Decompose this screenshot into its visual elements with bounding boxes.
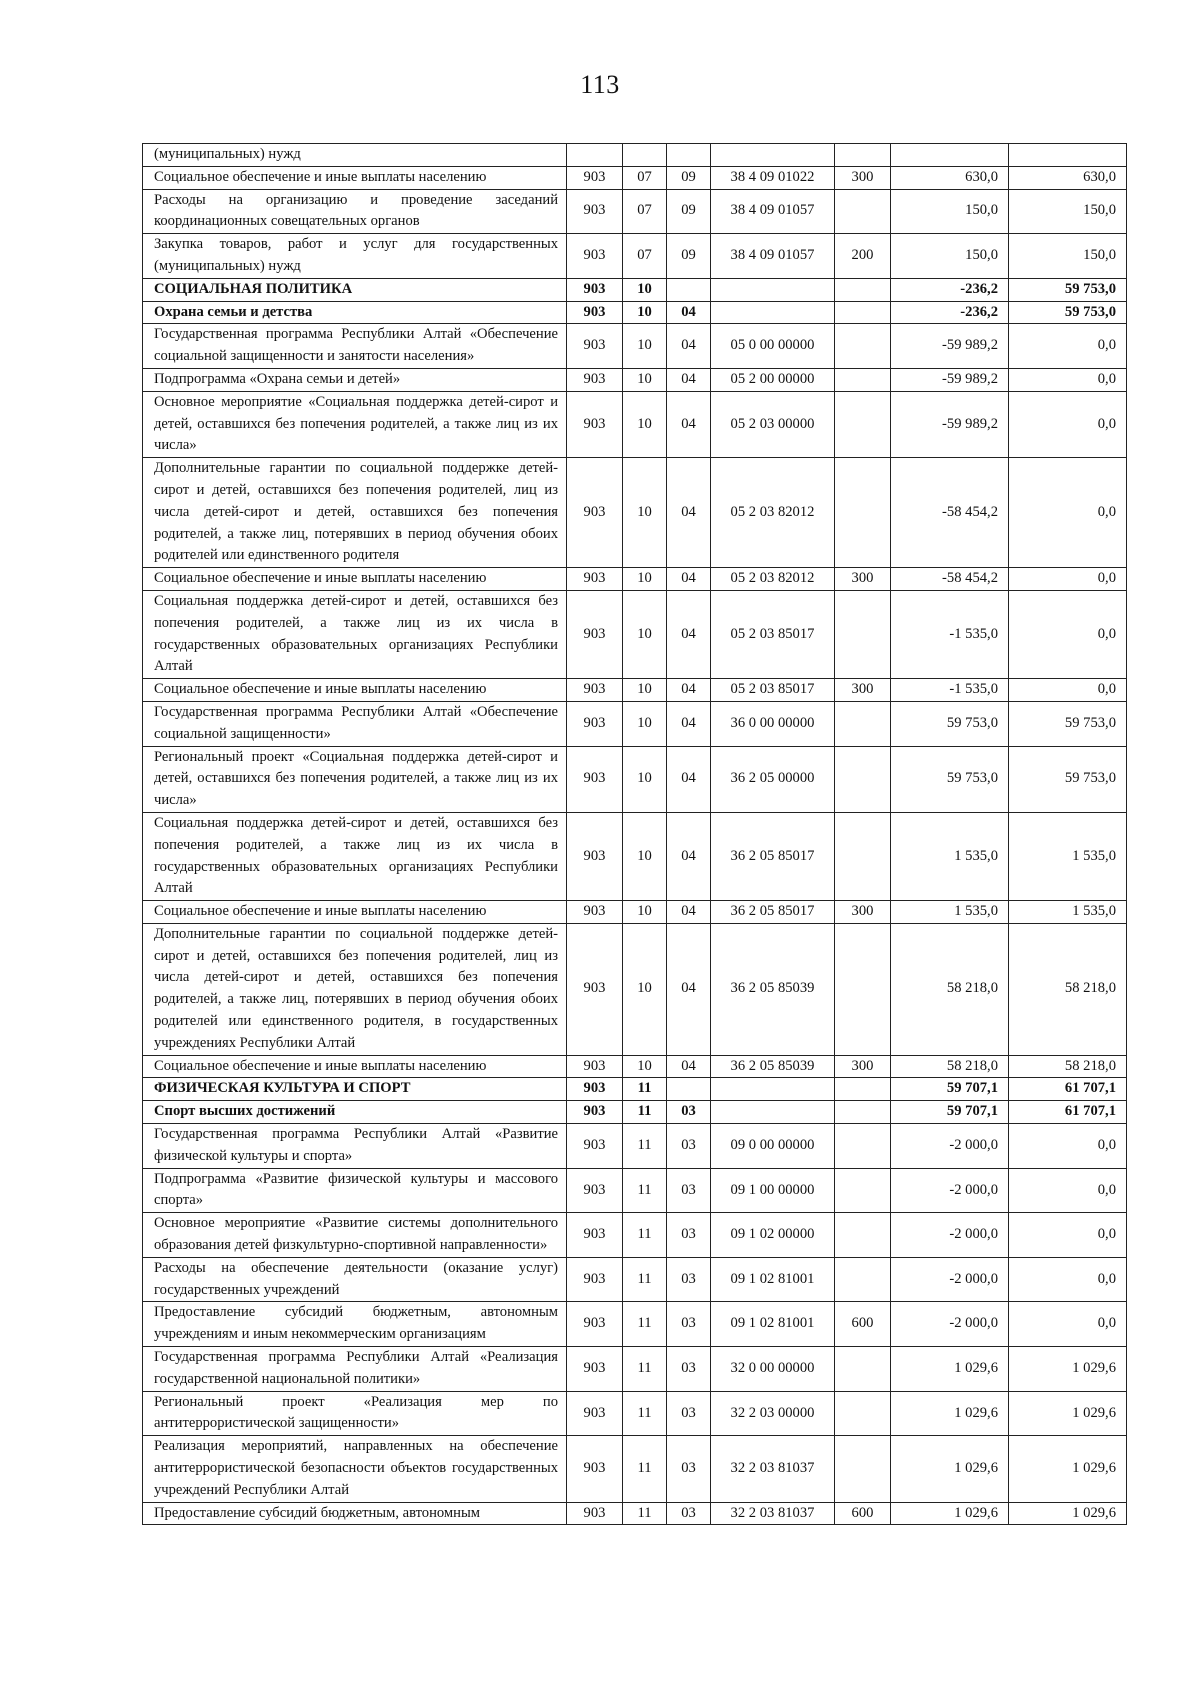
row-name-cell: Закупка товаров, работ и услуг для государственных (муниципальных) нужд: [143, 234, 567, 279]
row-gr-code-cell: 903: [567, 1213, 623, 1258]
row-target-article-cell: 36 2 05 85017: [711, 812, 835, 900]
row-subsection-code-cell: 03: [667, 1213, 711, 1258]
row-gr-code-cell: 903: [567, 301, 623, 324]
row-amount-2-cell: 0,0: [1009, 391, 1127, 457]
row-section-code-cell: 11: [623, 1391, 667, 1436]
row-gr-code-cell: 903: [567, 1101, 623, 1124]
row-target-article-cell: 09 1 02 81001: [711, 1257, 835, 1302]
table-row: [143, 901, 1127, 924]
row-subsection-code-cell: 04: [667, 812, 711, 900]
row-amount-1-cell: -1 535,0: [891, 590, 1009, 678]
row-section-code-cell: 10: [623, 391, 667, 457]
row-amount-1-cell: 58 218,0: [891, 1055, 1009, 1078]
table-row: [143, 746, 1127, 812]
row-name-cell: Государственная программа Республики Алтай «Развитие физической культуры и спорта»: [143, 1124, 567, 1169]
row-amount-2-cell: 630,0: [1009, 166, 1127, 189]
row-name-cell: Социальное обеспечение и иные выплаты населению: [143, 901, 567, 924]
row-amount-1-cell: -2 000,0: [891, 1257, 1009, 1302]
row-amount-1-cell: -2 000,0: [891, 1124, 1009, 1169]
row-subsection-code-cell: 04: [667, 324, 711, 369]
row-target-article-cell: 38 4 09 01057: [711, 234, 835, 279]
row-expense-type-cell: [835, 324, 891, 369]
row-amount-1-cell: -1 535,0: [891, 679, 1009, 702]
table-row: [143, 590, 1127, 678]
row-amount-1-cell: 1 029,6: [891, 1391, 1009, 1436]
row-amount-2-cell: 0,0: [1009, 679, 1127, 702]
row-subsection-code-cell: 04: [667, 679, 711, 702]
row-subsection-code-cell: 03: [667, 1436, 711, 1502]
row-target-article-cell: [711, 1101, 835, 1124]
row-target-article-cell: 36 2 05 85039: [711, 1055, 835, 1078]
row-name-cell: Спорт высших достижений: [143, 1101, 567, 1124]
row-name-cell: ФИЗИЧЕСКАЯ КУЛЬТУРА И СПОРТ: [143, 1078, 567, 1101]
row-subsection-code-cell: 03: [667, 1101, 711, 1124]
row-subsection-code-cell: 03: [667, 1257, 711, 1302]
row-target-article-cell: 38 4 09 01022: [711, 166, 835, 189]
row-section-code-cell: 11: [623, 1257, 667, 1302]
row-section-code-cell: 10: [623, 1055, 667, 1078]
row-amount-2-cell: 1 029,6: [1009, 1347, 1127, 1392]
table-row: [143, 324, 1127, 369]
row-subsection-code-cell: 03: [667, 1347, 711, 1392]
row-amount-1-cell: -59 989,2: [891, 368, 1009, 391]
row-name-cell: Социальная поддержка детей-сирот и детей, оставшихся без попечения родителей, а также лиц из их числа в государственных образовательных организациях Республики Алтай: [143, 590, 567, 678]
row-expense-type-cell: [835, 368, 891, 391]
row-target-article-cell: 05 2 00 00000: [711, 368, 835, 391]
row-amount-1-cell: -59 989,2: [891, 391, 1009, 457]
table-row: [143, 278, 1127, 301]
row-expense-type-cell: 300: [835, 1055, 891, 1078]
table-row: [143, 391, 1127, 457]
row-expense-type-cell: 600: [835, 1502, 891, 1525]
row-name-cell: Социальное обеспечение и иные выплаты населению: [143, 1055, 567, 1078]
row-target-article-cell: 36 2 05 85039: [711, 923, 835, 1055]
row-subsection-code-cell: 09: [667, 166, 711, 189]
row-amount-1-cell: -2 000,0: [891, 1168, 1009, 1213]
row-gr-code-cell: 903: [567, 458, 623, 568]
row-expense-type-cell: 300: [835, 901, 891, 924]
row-expense-type-cell: [835, 1391, 891, 1436]
row-subsection-code-cell: 04: [667, 746, 711, 812]
row-amount-2-cell: 0,0: [1009, 568, 1127, 591]
row-section-code-cell: 11: [623, 1213, 667, 1258]
row-name-cell: Государственная программа Республики Алтай «Реализация государственной национальной политики»: [143, 1347, 567, 1392]
row-subsection-code-cell: 03: [667, 1168, 711, 1213]
row-amount-1-cell: 1 535,0: [891, 812, 1009, 900]
row-section-code-cell: 10: [623, 301, 667, 324]
table-row: [143, 1257, 1127, 1302]
row-section-code-cell: 10: [623, 278, 667, 301]
row-section-code-cell: 10: [623, 324, 667, 369]
table-row: [143, 701, 1127, 746]
row-amount-1-cell: 1 535,0: [891, 901, 1009, 924]
row-amount-1-cell: 1 029,6: [891, 1436, 1009, 1502]
row-section-code-cell: 10: [623, 458, 667, 568]
row-target-article-cell: 05 2 03 85017: [711, 679, 835, 702]
row-name-cell: СОЦИАЛЬНАЯ ПОЛИТИКА: [143, 278, 567, 301]
row-subsection-code-cell: 04: [667, 568, 711, 591]
row-amount-2-cell: 1 535,0: [1009, 812, 1127, 900]
row-amount-1-cell: -58 454,2: [891, 458, 1009, 568]
row-gr-code-cell: 903: [567, 189, 623, 234]
row-expense-type-cell: [835, 923, 891, 1055]
row-section-code-cell: 10: [623, 923, 667, 1055]
row-section-code-cell: 10: [623, 590, 667, 678]
row-expense-type-cell: [835, 1168, 891, 1213]
row-amount-1-cell: -58 454,2: [891, 568, 1009, 591]
table-row: [143, 812, 1127, 900]
row-gr-code-cell: 903: [567, 1078, 623, 1101]
row-section-code-cell: 11: [623, 1436, 667, 1502]
row-amount-1-cell: -2 000,0: [891, 1213, 1009, 1258]
row-target-article-cell: 09 1 02 00000: [711, 1213, 835, 1258]
row-expense-type-cell: 300: [835, 679, 891, 702]
row-section-code-cell: [623, 144, 667, 167]
table-row: [143, 1502, 1127, 1525]
row-target-article-cell: 09 1 02 81001: [711, 1302, 835, 1347]
row-target-article-cell: 05 2 03 82012: [711, 568, 835, 591]
table-row: [143, 1391, 1127, 1436]
budget-table-container: [142, 143, 1126, 1525]
row-gr-code-cell: 903: [567, 324, 623, 369]
row-amount-2-cell: 59 753,0: [1009, 746, 1127, 812]
row-target-article-cell: 36 2 05 00000: [711, 746, 835, 812]
table-row: [143, 166, 1127, 189]
row-amount-2-cell: 1 535,0: [1009, 901, 1127, 924]
row-expense-type-cell: [835, 701, 891, 746]
row-expense-type-cell: 600: [835, 1302, 891, 1347]
row-amount-1-cell: -59 989,2: [891, 324, 1009, 369]
row-gr-code-cell: 903: [567, 1391, 623, 1436]
row-amount-1-cell: 58 218,0: [891, 923, 1009, 1055]
row-gr-code-cell: 903: [567, 812, 623, 900]
row-target-article-cell: 09 1 00 00000: [711, 1168, 835, 1213]
row-target-article-cell: 32 2 03 81037: [711, 1502, 835, 1525]
row-section-code-cell: 10: [623, 368, 667, 391]
row-expense-type-cell: [835, 391, 891, 457]
row-expense-type-cell: [835, 1078, 891, 1101]
row-expense-type-cell: [835, 1101, 891, 1124]
row-gr-code-cell: 903: [567, 1436, 623, 1502]
row-amount-1-cell: [891, 144, 1009, 167]
row-name-cell: Социальная поддержка детей-сирот и детей, оставшихся без попечения родителей, а также лиц из их числа в государственных образовательных организациях Республики Алтай: [143, 812, 567, 900]
row-amount-1-cell: -236,2: [891, 301, 1009, 324]
table-row: [143, 1124, 1127, 1169]
row-subsection-code-cell: 04: [667, 701, 711, 746]
row-expense-type-cell: [835, 1124, 891, 1169]
row-target-article-cell: 05 0 00 00000: [711, 324, 835, 369]
row-amount-1-cell: 1 029,6: [891, 1502, 1009, 1525]
table-row: [143, 1168, 1127, 1213]
row-expense-type-cell: 300: [835, 568, 891, 591]
row-subsection-code-cell: 09: [667, 234, 711, 279]
row-amount-2-cell: 58 218,0: [1009, 923, 1127, 1055]
row-name-cell: Дополнительные гарантии по социальной поддержке детей-сирот и детей, оставшихся без попечения родителей, лиц из числа детей-сирот и детей, оставшихся без попечения родителей, а также лиц, потерявших в период обучения обоих родителей или единственного родителя: [143, 458, 567, 568]
row-expense-type-cell: [835, 746, 891, 812]
row-target-article-cell: [711, 1078, 835, 1101]
row-amount-2-cell: 0,0: [1009, 1168, 1127, 1213]
row-expense-type-cell: [835, 1213, 891, 1258]
row-name-cell: Основное мероприятие «Социальная поддержка детей-сирот и детей, оставшихся без попечения родителей, а также лиц из их числа»: [143, 391, 567, 457]
row-subsection-code-cell: [667, 278, 711, 301]
row-expense-type-cell: [835, 189, 891, 234]
row-subsection-code-cell: 04: [667, 923, 711, 1055]
row-gr-code-cell: 903: [567, 391, 623, 457]
row-section-code-cell: 10: [623, 746, 667, 812]
table-row: [143, 1347, 1127, 1392]
row-section-code-cell: 11: [623, 1302, 667, 1347]
row-expense-type-cell: [835, 458, 891, 568]
row-section-code-cell: 11: [623, 1078, 667, 1101]
table-row: [143, 1213, 1127, 1258]
table-row: [143, 458, 1127, 568]
row-amount-2-cell: 59 753,0: [1009, 301, 1127, 324]
row-name-cell: Расходы на обеспечение деятельности (оказание услуг) государственных учреждений: [143, 1257, 567, 1302]
row-subsection-code-cell: 03: [667, 1124, 711, 1169]
row-name-cell: Охрана семьи и детства: [143, 301, 567, 324]
row-expense-type-cell: [835, 301, 891, 324]
row-target-article-cell: [711, 144, 835, 167]
row-name-cell: (муниципальных) нужд: [143, 144, 567, 167]
row-gr-code-cell: 903: [567, 1302, 623, 1347]
row-name-cell: Региональный проект «Реализация мер по антитеррористической защищенности»: [143, 1391, 567, 1436]
row-amount-2-cell: 0,0: [1009, 1124, 1127, 1169]
row-target-article-cell: 32 2 03 00000: [711, 1391, 835, 1436]
row-gr-code-cell: 903: [567, 590, 623, 678]
row-gr-code-cell: 903: [567, 278, 623, 301]
row-amount-2-cell: 61 707,1: [1009, 1101, 1127, 1124]
row-gr-code-cell: 903: [567, 1168, 623, 1213]
row-expense-type-cell: 200: [835, 234, 891, 279]
row-subsection-code-cell: [667, 1078, 711, 1101]
row-gr-code-cell: 903: [567, 1124, 623, 1169]
row-name-cell: Социальное обеспечение и иные выплаты населению: [143, 568, 567, 591]
row-expense-type-cell: [835, 812, 891, 900]
row-subsection-code-cell: 04: [667, 1055, 711, 1078]
row-amount-2-cell: 0,0: [1009, 1302, 1127, 1347]
row-gr-code-cell: 903: [567, 1502, 623, 1525]
row-amount-1-cell: 630,0: [891, 166, 1009, 189]
row-target-article-cell: [711, 301, 835, 324]
row-gr-code-cell: 903: [567, 234, 623, 279]
row-amount-1-cell: 1 029,6: [891, 1347, 1009, 1392]
row-target-article-cell: 05 2 03 82012: [711, 458, 835, 568]
row-subsection-code-cell: 03: [667, 1391, 711, 1436]
row-section-code-cell: 10: [623, 812, 667, 900]
row-amount-1-cell: 59 707,1: [891, 1101, 1009, 1124]
row-amount-2-cell: [1009, 144, 1127, 167]
row-section-code-cell: 11: [623, 1168, 667, 1213]
row-subsection-code-cell: 04: [667, 301, 711, 324]
row-expense-type-cell: [835, 1257, 891, 1302]
row-amount-2-cell: 0,0: [1009, 368, 1127, 391]
row-gr-code-cell: 903: [567, 1347, 623, 1392]
row-amount-2-cell: 59 753,0: [1009, 701, 1127, 746]
row-amount-1-cell: -236,2: [891, 278, 1009, 301]
row-subsection-code-cell: 04: [667, 391, 711, 457]
row-amount-2-cell: 59 753,0: [1009, 278, 1127, 301]
row-target-article-cell: 32 2 03 81037: [711, 1436, 835, 1502]
row-amount-1-cell: 59 707,1: [891, 1078, 1009, 1101]
row-amount-2-cell: 1 029,6: [1009, 1391, 1127, 1436]
row-amount-2-cell: 0,0: [1009, 1257, 1127, 1302]
row-amount-2-cell: 58 218,0: [1009, 1055, 1127, 1078]
row-expense-type-cell: 300: [835, 166, 891, 189]
row-section-code-cell: 10: [623, 901, 667, 924]
row-expense-type-cell: [835, 144, 891, 167]
row-gr-code-cell: 903: [567, 1257, 623, 1302]
row-target-article-cell: 38 4 09 01057: [711, 189, 835, 234]
row-amount-2-cell: 61 707,1: [1009, 1078, 1127, 1101]
row-amount-2-cell: 0,0: [1009, 1213, 1127, 1258]
row-gr-code-cell: 903: [567, 923, 623, 1055]
row-name-cell: Подпрограмма «Охрана семьи и детей»: [143, 368, 567, 391]
row-section-code-cell: 10: [623, 568, 667, 591]
row-target-article-cell: [711, 278, 835, 301]
row-subsection-code-cell: 03: [667, 1302, 711, 1347]
row-amount-2-cell: 1 029,6: [1009, 1502, 1127, 1525]
table-row: [143, 1055, 1127, 1078]
page-number: 113: [580, 70, 620, 99]
row-section-code-cell: 11: [623, 1124, 667, 1169]
row-expense-type-cell: [835, 590, 891, 678]
row-section-code-cell: 07: [623, 189, 667, 234]
row-subsection-code-cell: 04: [667, 901, 711, 924]
row-amount-1-cell: 150,0: [891, 189, 1009, 234]
row-amount-2-cell: 150,0: [1009, 234, 1127, 279]
table-row: [143, 923, 1127, 1055]
row-gr-code-cell: 903: [567, 701, 623, 746]
row-amount-2-cell: 150,0: [1009, 189, 1127, 234]
row-amount-1-cell: 150,0: [891, 234, 1009, 279]
row-name-cell: Основное мероприятие «Развитие системы дополнительного образования детей физкультурно-спортивной направленности»: [143, 1213, 567, 1258]
row-subsection-code-cell: 04: [667, 590, 711, 678]
row-amount-1-cell: -2 000,0: [891, 1302, 1009, 1347]
row-subsection-code-cell: 09: [667, 189, 711, 234]
row-expense-type-cell: [835, 1436, 891, 1502]
row-name-cell: Реализация мероприятий, направленных на обеспечение антитеррористической безопасности объектов государственных учреждений Республики Алтай: [143, 1436, 567, 1502]
row-name-cell: Государственная программа Республики Алтай «Обеспечение социальной защищенности и занятости населения»: [143, 324, 567, 369]
row-section-code-cell: 10: [623, 701, 667, 746]
row-gr-code-cell: 903: [567, 1055, 623, 1078]
row-amount-1-cell: 59 753,0: [891, 701, 1009, 746]
row-target-article-cell: 05 2 03 00000: [711, 391, 835, 457]
row-amount-1-cell: 59 753,0: [891, 746, 1009, 812]
row-name-cell: Предоставление субсидий бюджетным, автономным: [143, 1502, 567, 1525]
row-gr-code-cell: 903: [567, 568, 623, 591]
row-amount-2-cell: 0,0: [1009, 324, 1127, 369]
row-gr-code-cell: 903: [567, 368, 623, 391]
table-row: [143, 189, 1127, 234]
row-section-code-cell: 11: [623, 1347, 667, 1392]
row-name-cell: Дополнительные гарантии по социальной поддержке детей-сирот и детей, оставшихся без попечения родителей, лиц из числа детей-сирот и детей, оставшихся без попечения родителей, а также лиц, потерявших в период обучения обоих родителей или единственного родителя, в государственных учреждениях Республики Алтай: [143, 923, 567, 1055]
row-amount-2-cell: 0,0: [1009, 590, 1127, 678]
table-row: [143, 1101, 1127, 1124]
row-target-article-cell: 09 0 00 00000: [711, 1124, 835, 1169]
row-section-code-cell: 07: [623, 234, 667, 279]
row-amount-2-cell: 0,0: [1009, 458, 1127, 568]
row-expense-type-cell: [835, 278, 891, 301]
table-row: [143, 234, 1127, 279]
row-gr-code-cell: 903: [567, 746, 623, 812]
row-target-article-cell: 32 0 00 00000: [711, 1347, 835, 1392]
table-row: [143, 679, 1127, 702]
table-row: [143, 368, 1127, 391]
row-gr-code-cell: 903: [567, 166, 623, 189]
row-name-cell: Государственная программа Республики Алтай «Обеспечение социальной защищенности»: [143, 701, 567, 746]
row-gr-code-cell: 903: [567, 679, 623, 702]
row-subsection-code-cell: [667, 144, 711, 167]
table-row: [143, 301, 1127, 324]
row-subsection-code-cell: 03: [667, 1502, 711, 1525]
row-name-cell: Расходы на организацию и проведение заседаний координационных совещательных органов: [143, 189, 567, 234]
row-amount-2-cell: 1 029,6: [1009, 1436, 1127, 1502]
row-name-cell: Региональный проект «Социальная поддержка детей-сирот и детей, оставшихся без попечения родителей, а также лиц из их числа»: [143, 746, 567, 812]
row-subsection-code-cell: 04: [667, 368, 711, 391]
row-gr-code-cell: 903: [567, 901, 623, 924]
row-section-code-cell: 07: [623, 166, 667, 189]
row-name-cell: Социальное обеспечение и иные выплаты населению: [143, 679, 567, 702]
row-section-code-cell: 11: [623, 1101, 667, 1124]
row-target-article-cell: 36 2 05 85017: [711, 901, 835, 924]
row-expense-type-cell: [835, 1347, 891, 1392]
budget-table-body: [143, 144, 1127, 1525]
table-row: [143, 1302, 1127, 1347]
row-section-code-cell: 10: [623, 679, 667, 702]
row-section-code-cell: 11: [623, 1502, 667, 1525]
row-subsection-code-cell: 04: [667, 458, 711, 568]
row-target-article-cell: 36 0 00 00000: [711, 701, 835, 746]
budget-table: [142, 143, 1127, 1525]
row-name-cell: Предоставление субсидий бюджетным, автономным учреждениям и иным некоммерческим организациям: [143, 1302, 567, 1347]
table-row: [143, 1078, 1127, 1101]
row-name-cell: Подпрограмма «Развитие физической культуры и массового спорта»: [143, 1168, 567, 1213]
row-target-article-cell: 05 2 03 85017: [711, 590, 835, 678]
table-row: [143, 1436, 1127, 1502]
row-gr-code-cell: [567, 144, 623, 167]
row-name-cell: Социальное обеспечение и иные выплаты населению: [143, 166, 567, 189]
table-row: [143, 568, 1127, 591]
table-row: [143, 144, 1127, 167]
